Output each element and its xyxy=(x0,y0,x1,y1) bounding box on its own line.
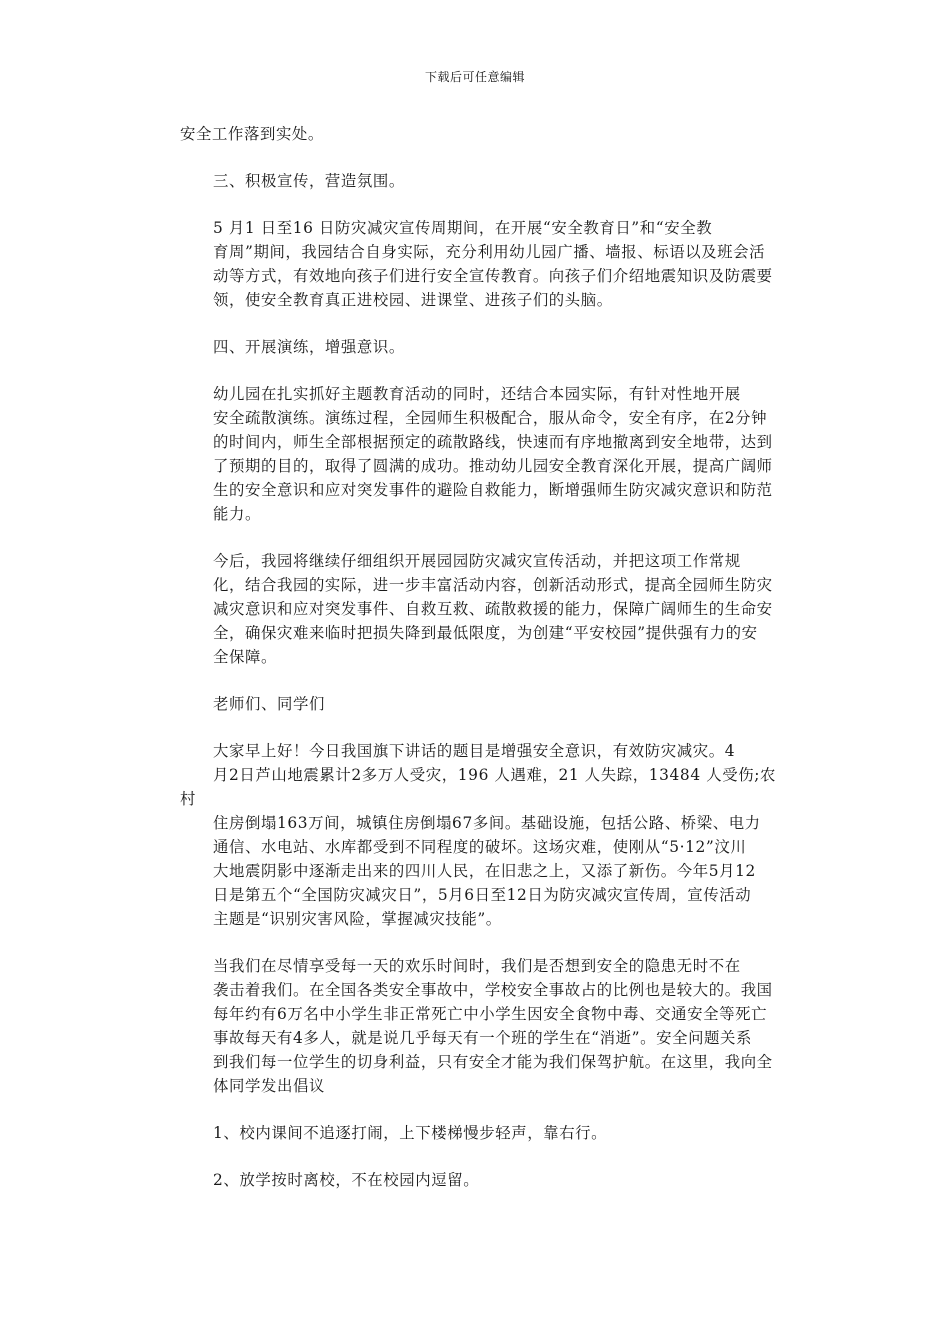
paragraph-8 xyxy=(180,739,776,931)
document-body xyxy=(180,122,776,1215)
text-line: 1、校内课间不追逐打闹，上下楼梯慢步轻声，靠右行。 xyxy=(213,1124,608,1142)
text-line: 领，使安全教育真正进校园、进课堂、进孩子们的头脑。 xyxy=(213,291,613,309)
paragraph-5 xyxy=(180,382,776,526)
text-line: 月2日芦山地震累计2多万人受灾，196 人遇难，21 人失踪，13484 人受伤;农村 xyxy=(180,766,776,808)
text-line: 通信、水电站、水库都受到不同程度的破坏。这场灾难，使刚从“5·12”汶川 xyxy=(213,838,747,856)
text-line: 到我们每一位学生的切身利益，只有安全才能为我们保驾护航。在这里，我向全 xyxy=(213,1053,773,1071)
text-line: 三、积极宣传，营造氛围。 xyxy=(213,172,405,190)
text-line: 日是第五个“全国防灾减灾日”，5月6日至12日为防灾减灾宣传周，宣传活动 xyxy=(213,886,752,904)
section-heading-4 xyxy=(180,335,776,359)
text-line: 全，确保灾难来临时把损失降到最低限度，为创建“平安校园”提供强有力的安 xyxy=(213,624,758,642)
text-line: 袭击着我们。在全国各类安全事故中，学校安全事故占的比例也是较大的。我国 xyxy=(213,981,773,999)
paragraph-9 xyxy=(180,954,776,1098)
paragraph-1 xyxy=(180,122,776,146)
text-line: 大地震阴影中逐渐走出来的四川人民，在旧悲之上，又添了新伤。今年5月12 xyxy=(213,862,756,880)
text-line: 生的安全意识和应对突发事件的避险自救能力，断增强师生防灾减灾意识和防范 xyxy=(213,481,773,499)
speech-greeting xyxy=(180,692,776,716)
text-line: 的时间内，师生全部根据预定的疏散路线，快速而有序地撤离到安全地带，达到 xyxy=(213,433,773,451)
text-line: 当我们在尽情享受每一天的欢乐时间时，我们是否想到安全的隐患无时不在 xyxy=(213,957,741,975)
text-line: 减灾意识和应对突发事件、自救互救、疏散救援的能力，保障广阔师生的生命安 xyxy=(213,600,773,618)
text-line: 育周”期间，我园结合自身实际，充分利用幼儿园广播、墙报、标语以及班会活 xyxy=(213,243,766,261)
paragraph-6 xyxy=(180,549,776,669)
text-line: 体同学发出倡议 xyxy=(213,1077,325,1095)
text-line: 动等方式，有效地向孩子们进行安全宣传教育。向孩子们介绍地震知识及防震要 xyxy=(213,267,773,285)
text-line: 住房倒塌163万间，城镇住房倒塌67多间。基础设施，包括公路、桥梁、电力 xyxy=(213,814,761,832)
text-line: 四、开展演练，增强意识。 xyxy=(213,338,405,356)
paragraph-3 xyxy=(180,216,776,312)
text-line: 能力。 xyxy=(213,505,261,523)
section-heading-3 xyxy=(180,169,776,193)
text-line: 全保障。 xyxy=(213,648,277,666)
text-line: 安全工作落到实处。 xyxy=(180,125,324,143)
text-line: 幼儿园在扎实抓好主题教育活动的同时，还结合本园实际，有针对性地开展 xyxy=(213,385,741,403)
text-line: 主题是“识别灾害风险，掌握减灾技能”。 xyxy=(213,910,502,928)
text-line: 老师们、同学们 xyxy=(213,695,325,713)
text-line: 事故每天有4多人，就是说几乎每天有一个班的学生在“消逝”。安全问题关系 xyxy=(213,1029,753,1047)
text-line: 安全疏散演练。演练过程，全园师生积极配合，服从命令，安全有序，在2分钟 xyxy=(213,409,768,427)
text-line: 化，结合我园的实际，进一步丰富活动内容，创新活动形式，提高全园师生防灾 xyxy=(213,576,773,594)
text-line: 大家早上好！今日我国旗下讲话的题目是增强安全意识，有效防灾减灾。4 xyxy=(213,742,736,760)
text-line: 每年约有6万名中小学生非正常死亡中小学生因安全食物中毒、交通安全等死亡 xyxy=(213,1005,768,1023)
list-item-1 xyxy=(180,1121,776,1145)
text-line: 5 月1 日至16 日防灾减灾宣传周期间，在开展“安全教育日”和“安全教 xyxy=(213,219,713,237)
page-header: 下载后可任意编辑 xyxy=(424,70,525,84)
text-line: 了预期的目的，取得了圆满的成功。推动幼儿园安全教育深化开展，提高广阔师 xyxy=(213,457,773,475)
list-item-2 xyxy=(180,1168,776,1192)
text-line: 今后，我园将继续仔细组织开展园园防灾减灾宣传活动，并把这项工作常规 xyxy=(213,552,741,570)
text-line: 2、放学按时离校，不在校园内逗留。 xyxy=(213,1171,480,1189)
